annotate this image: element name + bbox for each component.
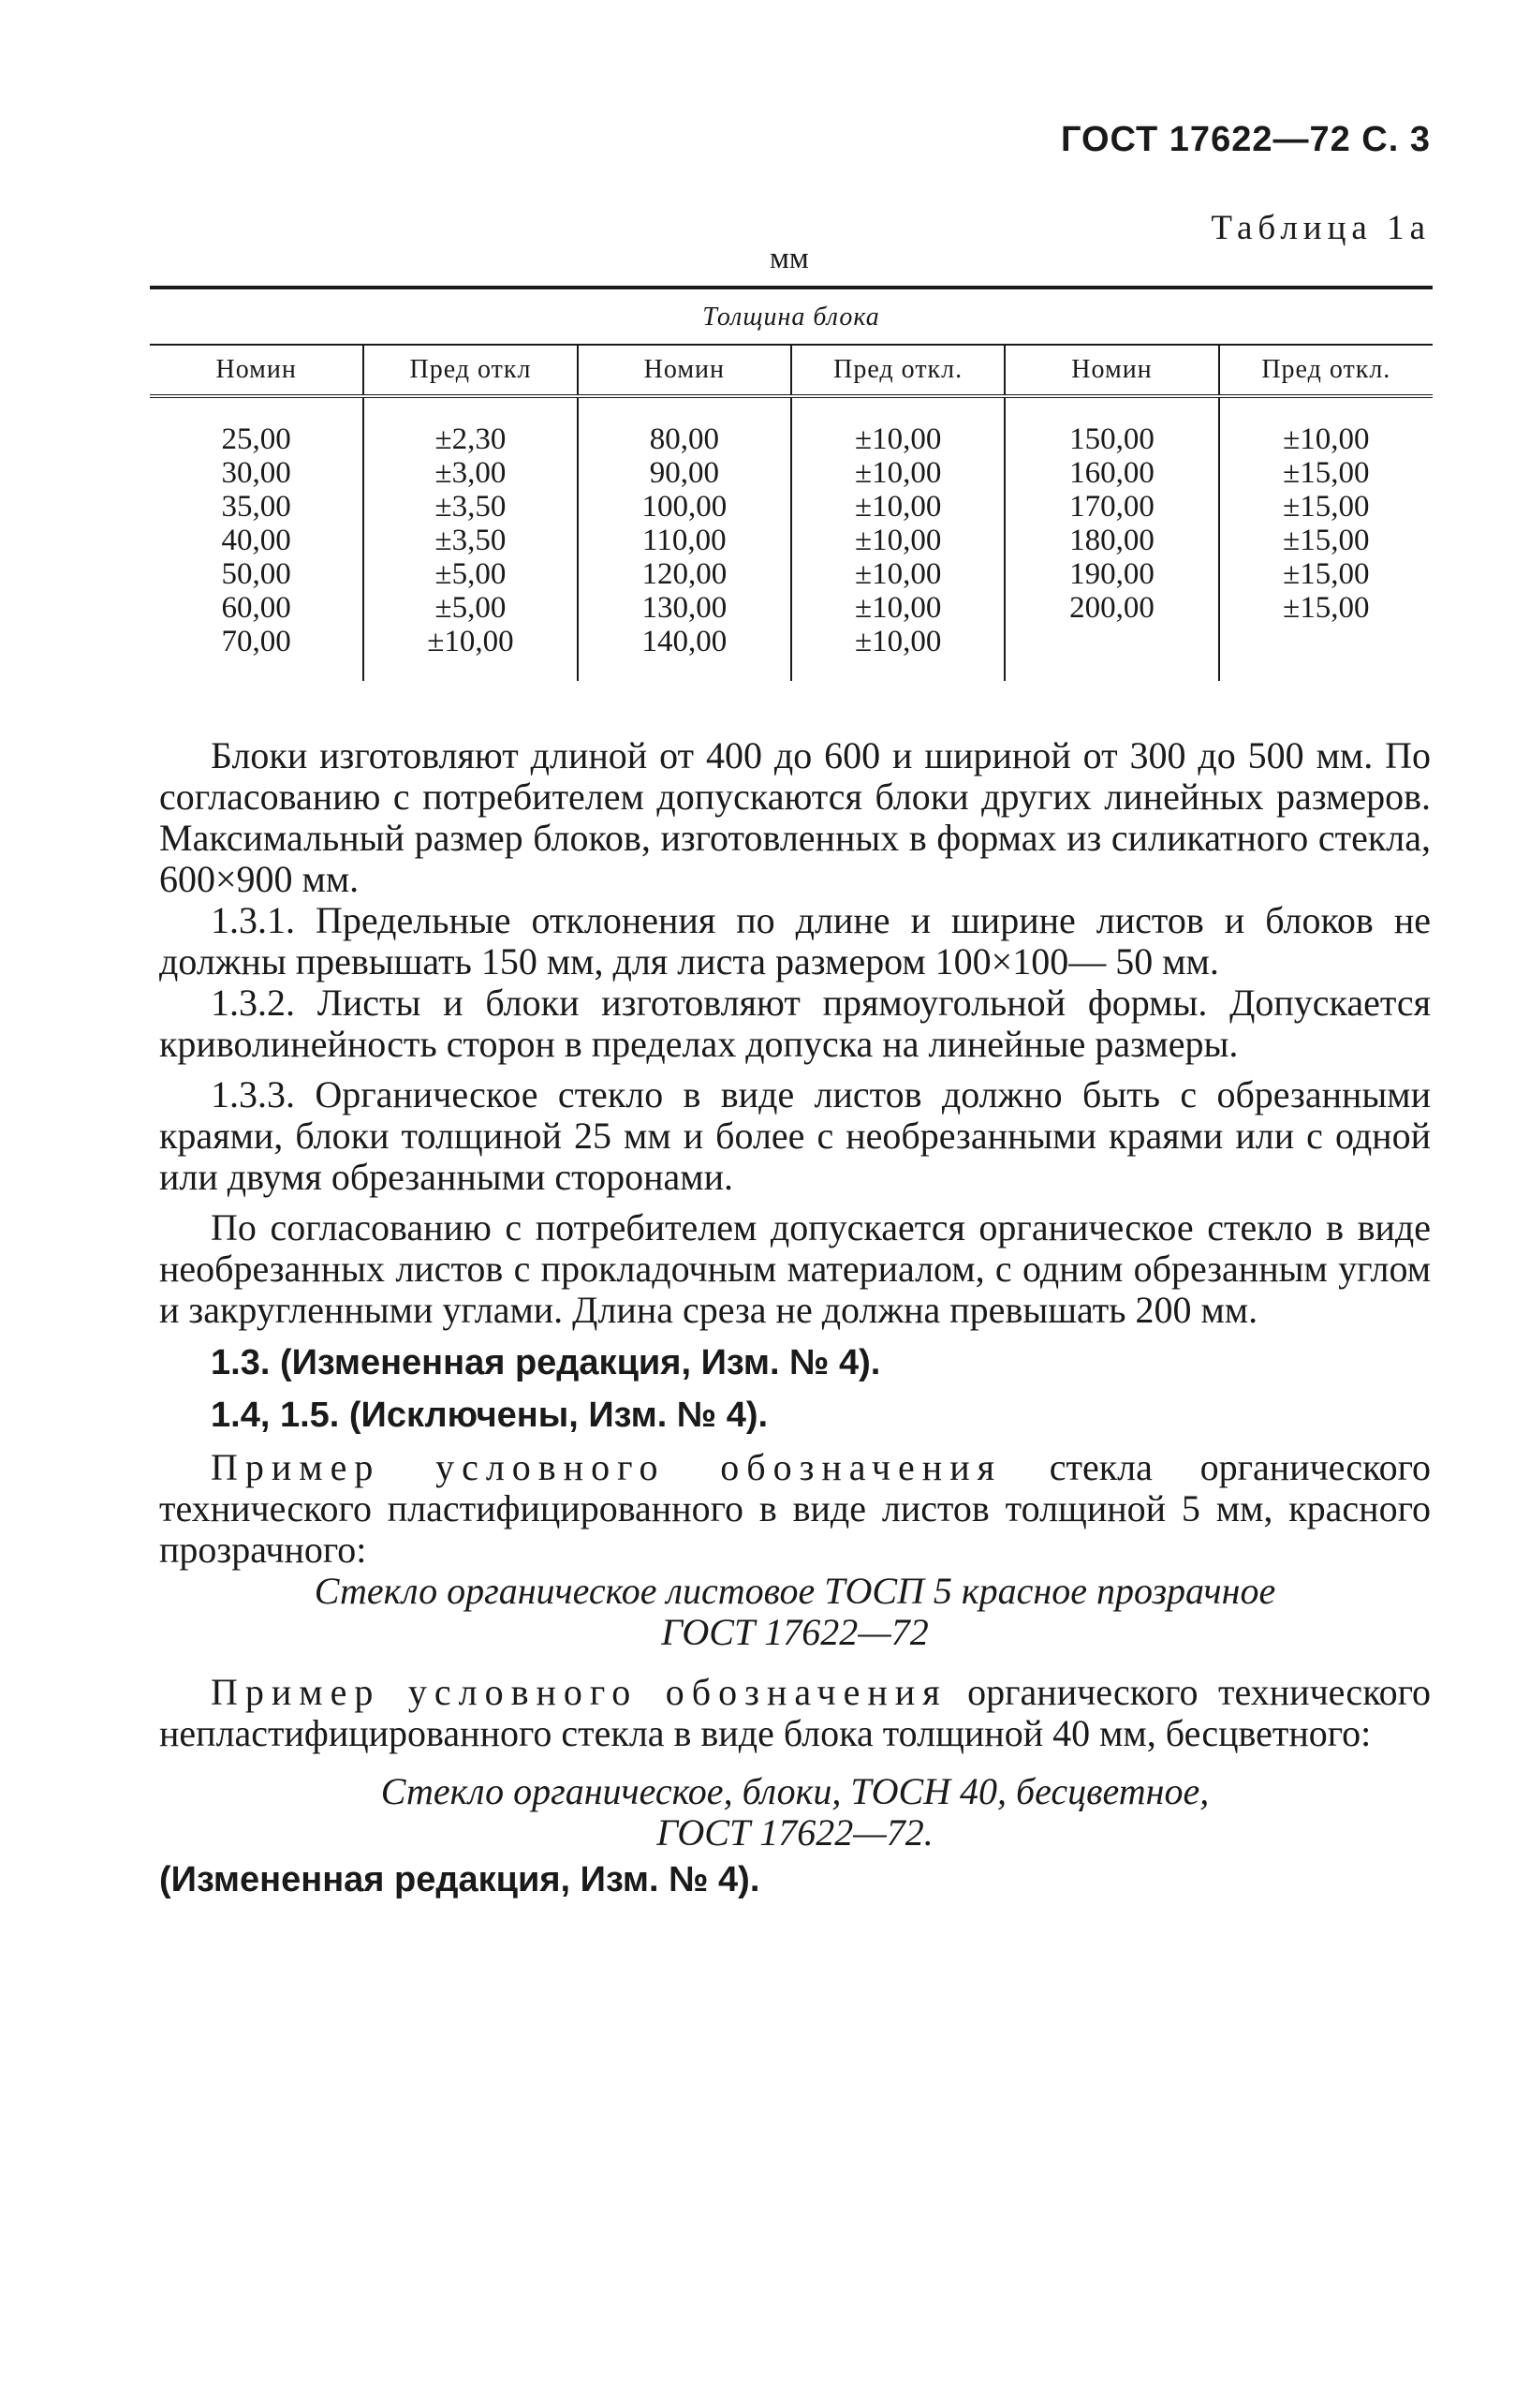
table-cell: 50,00 <box>221 557 291 591</box>
amendment-note-1-3: 1.3. (Измененная редакция, Изм. № 4). <box>211 1343 881 1382</box>
table-cell: 30,00 <box>221 456 291 490</box>
table-cell: ±10,00 <box>791 524 1005 557</box>
table-cell: ±10,00 <box>791 625 1005 681</box>
table-cell: 70,00 <box>221 625 291 658</box>
table-cell: ±5,00 <box>363 591 577 625</box>
table-cell: ±15,00 <box>1219 456 1433 490</box>
table-cell: 110,00 <box>578 524 791 557</box>
table-cell: 60,00 <box>221 591 291 625</box>
table-cell: ±10,00 <box>791 557 1005 591</box>
example-2-designation-line-1: Стекло органическое, блоки, ТОСН 40, бесцветное, <box>380 1770 1210 1812</box>
table-cell: ±10,00 <box>791 396 1005 456</box>
column-header: Номин <box>578 345 791 396</box>
table-cell: 90,00 <box>578 456 791 490</box>
table-cell: ±10,00 <box>363 625 577 681</box>
table-row <box>150 524 1433 557</box>
table-cell: 180,00 <box>1005 524 1218 557</box>
table-cell <box>1005 625 1218 681</box>
table-cell: 35,00 <box>221 490 291 524</box>
table-row <box>150 591 1433 625</box>
table-cell: 120,00 <box>578 557 791 591</box>
table-cell: 25,00 <box>221 422 291 456</box>
example-1-rest: стекла органического технического пластифицированного в виде листов толщиной 5 мм, красного прозрачного: <box>159 1446 1431 1571</box>
table-row <box>150 456 1433 490</box>
column-header: Пред откл. <box>1219 345 1433 396</box>
table-row <box>150 557 1433 591</box>
table-label: Таблица 1а <box>1211 209 1431 247</box>
example-1-designation-line-2: ГОСТ 17622—72 <box>661 1611 929 1653</box>
block-thickness-table <box>150 286 1433 681</box>
table-cell: ±5,00 <box>363 557 577 591</box>
table-cell: ±10,00 <box>1219 396 1433 456</box>
table-cell: 190,00 <box>1005 557 1218 591</box>
column-header: Пред откл. <box>791 345 1005 396</box>
table-units: мм <box>770 242 809 275</box>
example-2-description <box>159 1672 1431 1754</box>
example-2-rest: органического технического непластифицированного стекла в виде блока толщиной 40 мм, бесцветного: <box>159 1671 1431 1754</box>
table-row <box>150 625 1433 681</box>
example-1-lead: Пример условного обозначения <box>211 1446 1003 1488</box>
body-text <box>159 735 1431 1900</box>
table-cell: 170,00 <box>1005 490 1218 524</box>
table-row <box>150 396 1433 456</box>
column-header: Номин <box>150 345 363 396</box>
example-2-designation-line-2: ГОСТ 17622—72. <box>656 1811 934 1854</box>
amendment-note-1-4: 1.4, 1.5. (Исключены, Изм. № 4). <box>211 1396 769 1435</box>
table-cell: 150,00 <box>1005 396 1218 456</box>
table-cell: ±10,00 <box>791 456 1005 490</box>
table-cell: ±15,00 <box>1219 557 1433 591</box>
table-cell: ±3,00 <box>363 456 577 490</box>
example-1-designation-line-1: Стекло органическое листовое ТОСП 5 красное прозрачное <box>314 1570 1276 1612</box>
running-header: ГОСТ 17622—72 С. 3 <box>1060 120 1431 159</box>
table-cell: ±10,00 <box>791 591 1005 625</box>
table-cell: ±15,00 <box>1219 490 1433 524</box>
table-cell: ±15,00 <box>1219 591 1433 625</box>
table-cell: ±3,50 <box>363 524 577 557</box>
table-cell: 40,00 <box>221 524 291 557</box>
table-row <box>150 490 1433 524</box>
amendment-note-final: (Измененная редакция, Изм. № 4). <box>159 1860 760 1899</box>
paragraph-agreement: По согласованию с потребителем допускается органическое стекло в виде необрезанных листов с прокладочным материалом, с одним обрезанным углом и закругленными углами. Длина среза не должна превышать 200 мм. <box>159 1206 1431 1331</box>
tolerance-table-container <box>150 286 1433 681</box>
paragraph-1-3-2: 1.3.2. Листы и блоки изготовляют прямоугольной формы. Допускается криволинейность сторон в пределах допуска на линейные размеры. <box>159 982 1431 1065</box>
table-cell: 80,00 <box>578 396 791 456</box>
table-cell: ±10,00 <box>791 490 1005 524</box>
table-cell: ±2,30 <box>363 396 577 456</box>
table-cell: 130,00 <box>578 591 791 625</box>
table-cell: 140,00 <box>578 625 791 681</box>
column-header: Пред откл <box>363 345 577 396</box>
paragraph-1-3-3: 1.3.3. Органическое стекло в виде листов должно быть с обрезанными краями, блоки толщиной 25 мм и более с необрезанными краями или с одной или двумя обрезанными сторонами. <box>159 1073 1431 1198</box>
table-cell: ±3,50 <box>363 490 577 524</box>
example-2-lead: Пример условного обозначения <box>211 1671 948 1713</box>
table-cell: 100,00 <box>578 490 791 524</box>
paragraph-1-3-1: 1.3.1. Предельные отклонения по длине и ширине листов и блоков не должны превышать 150 мм, для листа размером 100×100— 50 мм. <box>159 899 1431 982</box>
table-cell: ±15,00 <box>1219 524 1433 557</box>
column-header: Номин <box>1005 345 1218 396</box>
example-1-description <box>159 1447 1431 1571</box>
table-cell <box>1219 625 1433 681</box>
table-cell: 200,00 <box>1005 591 1218 625</box>
paragraph-block-sizes: Блоки изготовляют длиной от 400 до 600 и шириной от 300 до 500 мм. По согласованию с потребителем допускаются блоки других линейных размеров. Максимальный размер блоков, изготовленных в формах из силикатного стекла, 600×900 мм. <box>159 734 1431 900</box>
table-group-title: Толщина блока <box>150 289 1433 345</box>
table-body <box>150 396 1433 681</box>
table-cell: 160,00 <box>1005 456 1218 490</box>
